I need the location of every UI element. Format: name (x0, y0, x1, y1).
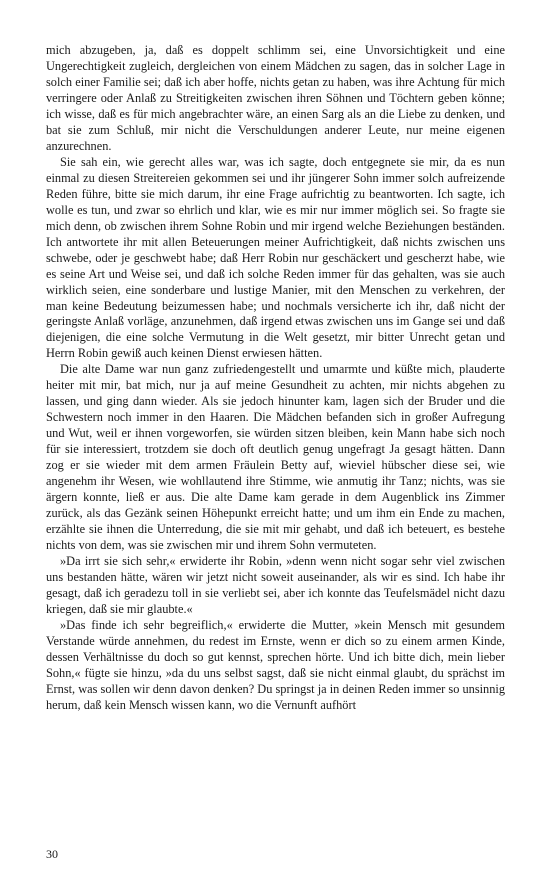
paragraph-dialogue: »Da irrt sie sich sehr,« erwiderte ihr Robin, »denn wenn nicht sogar sehr viel zwischen uns bestanden hätte, wären wir jetzt nicht soweit auseinander, als wir es sind. Ich habe ihr gesagt, daß ich geradezu toll in sie verliebt sei, aber ich konnte das Teufelsmädel nicht dazu kriegen, daß sie mir glaubte.« (46, 554, 505, 616)
paragraph: Die alte Dame war nun ganz zufriedengestellt und umarmte und küßte mich, plauderte heiter mit mir, bat mich, nur ja auf meine Gesundheit zu achten, mir nichts abgehen zu lassen, und ging dann wieder. Als sie jedoch hinunter kam, lagen sich der Bruder und die Schwestern noch immer in den Haaren. Die Mädchen befanden sich in großer Aufregung und Wut, weil er ihnen vorgeworfen, sie würden sitzen bleiben, kein Mann habe sich noch für sie interessiert, trotzdem sie doch oft deutlich genug ungefragt Ja gesagt hätten. Dann zog er sie wieder mit dem armen Fräulein Betty auf, wieviel hübscher diese sei, wie angenehm ihr Wesen, wie wohllautend ihre Stimme, wie anmutig ihr Tanz; nichts, was sie ärgern konnte, ließ er aus. Die alte Dame kam gerade in dem Augenblick ins Zimmer zurück, als das Gezänk seinen Höhepunkt erreicht hatte; und um ihm ein Ende zu machen, erzählte sie ihnen die Unterredung, die sie mit mir gehabt, und daß ich beteuert, es bestehe nichts von dem, was sie zwischen mir und ihrem Sohn vermuteten. (46, 362, 505, 553)
page-number: 30 (46, 847, 58, 861)
paragraph-continued: mich abzugeben, ja, daß es doppelt schlimm sei, eine Unvorsichtigkeit und eine Ungerechtigkeit zugleich, dergleichen von einem Mädchen zu sagen, das in solcher Lage in solch einer Familie sei; daß ich aber hoffe, nichts getan zu haben, was ihre Achtung für mich verringere oder Anlaß zu Streitigkeiten zwischen ihren Söhnen und Töchtern geben könne; ich wisse, daß es für mich angebrachter wäre, an einen Sarg als an die Liebe zu denken, und bat sie zum Schluß, mir nicht die Verschuldungen anderer Leute, nur meine eigenen anzurechnen. (46, 43, 505, 153)
paragraph-dialogue: »Das finde ich sehr begreiflich,« erwiderte die Mutter, »kein Mensch mit gesundem Verstande würde annehmen, du redest im Ernste, wenn er dich so zu einem armen Kinde, dessen Verhältnisse du doch so gut kennst, sprechen hörte. Und ich bitte dich, mein lieber Sohn,« fügte sie hinzu, »da du uns selbst sagst, daß sie nicht einmal glaubt, du sprächst im Ernst, was sollen wir denn davon denken? Du springst ja in deinen Reden immer so unsinnig herum, daß kein Mensch wissen kann, wo die Vernunft aufhört (46, 617, 505, 712)
body-text (46, 43, 505, 714)
paragraph: Sie sah ein, wie gerecht alles war, was ich sagte, doch entgegnete sie mir, da es nun einmal zu diesen Streitereien gekommen sei und ihr jüngerer Sohn immer solch aufreizende Reden führe, bitte sie mich darum, ihr eine Frage aufrichtig zu beantworten. Ich sagte, ich wolle es tun, und zwar so ehrlich und klar, wie es mir nur immer möglich sei. So fragte sie mich denn, ob zwischen ihrem Sohne Robin und mir irgend welche Beziehungen beständen. Ich antwortete ihr mit allen Beteuerungen meiner Aufrichtigkeit, daß nichts zwischen uns schwebe, oder je geschwebt habe; daß Herr Robin nur geschäckert und gescherzt habe, wie es seine Art und Weise sei, und daß ich solche Reden immer für das gehalten, was sie auch wirklich seien, eine sonderbare und lustige Manier, mit den Menschen zu verkehren, der man keine Bedeutung beizumessen habe; und nochmals versicherte ich ihr, daß nicht der geringste Anlaß vorläge, anzunehmen, daß irgend etwas zwischen uns im Gange sei und daß diejenigen, die eine solche Vermutung in die Welt gesetzt, mir bitter Unrecht getan und Herrn Robin gewiß auch keinen Dienst erwiesen hätten. (46, 154, 505, 361)
